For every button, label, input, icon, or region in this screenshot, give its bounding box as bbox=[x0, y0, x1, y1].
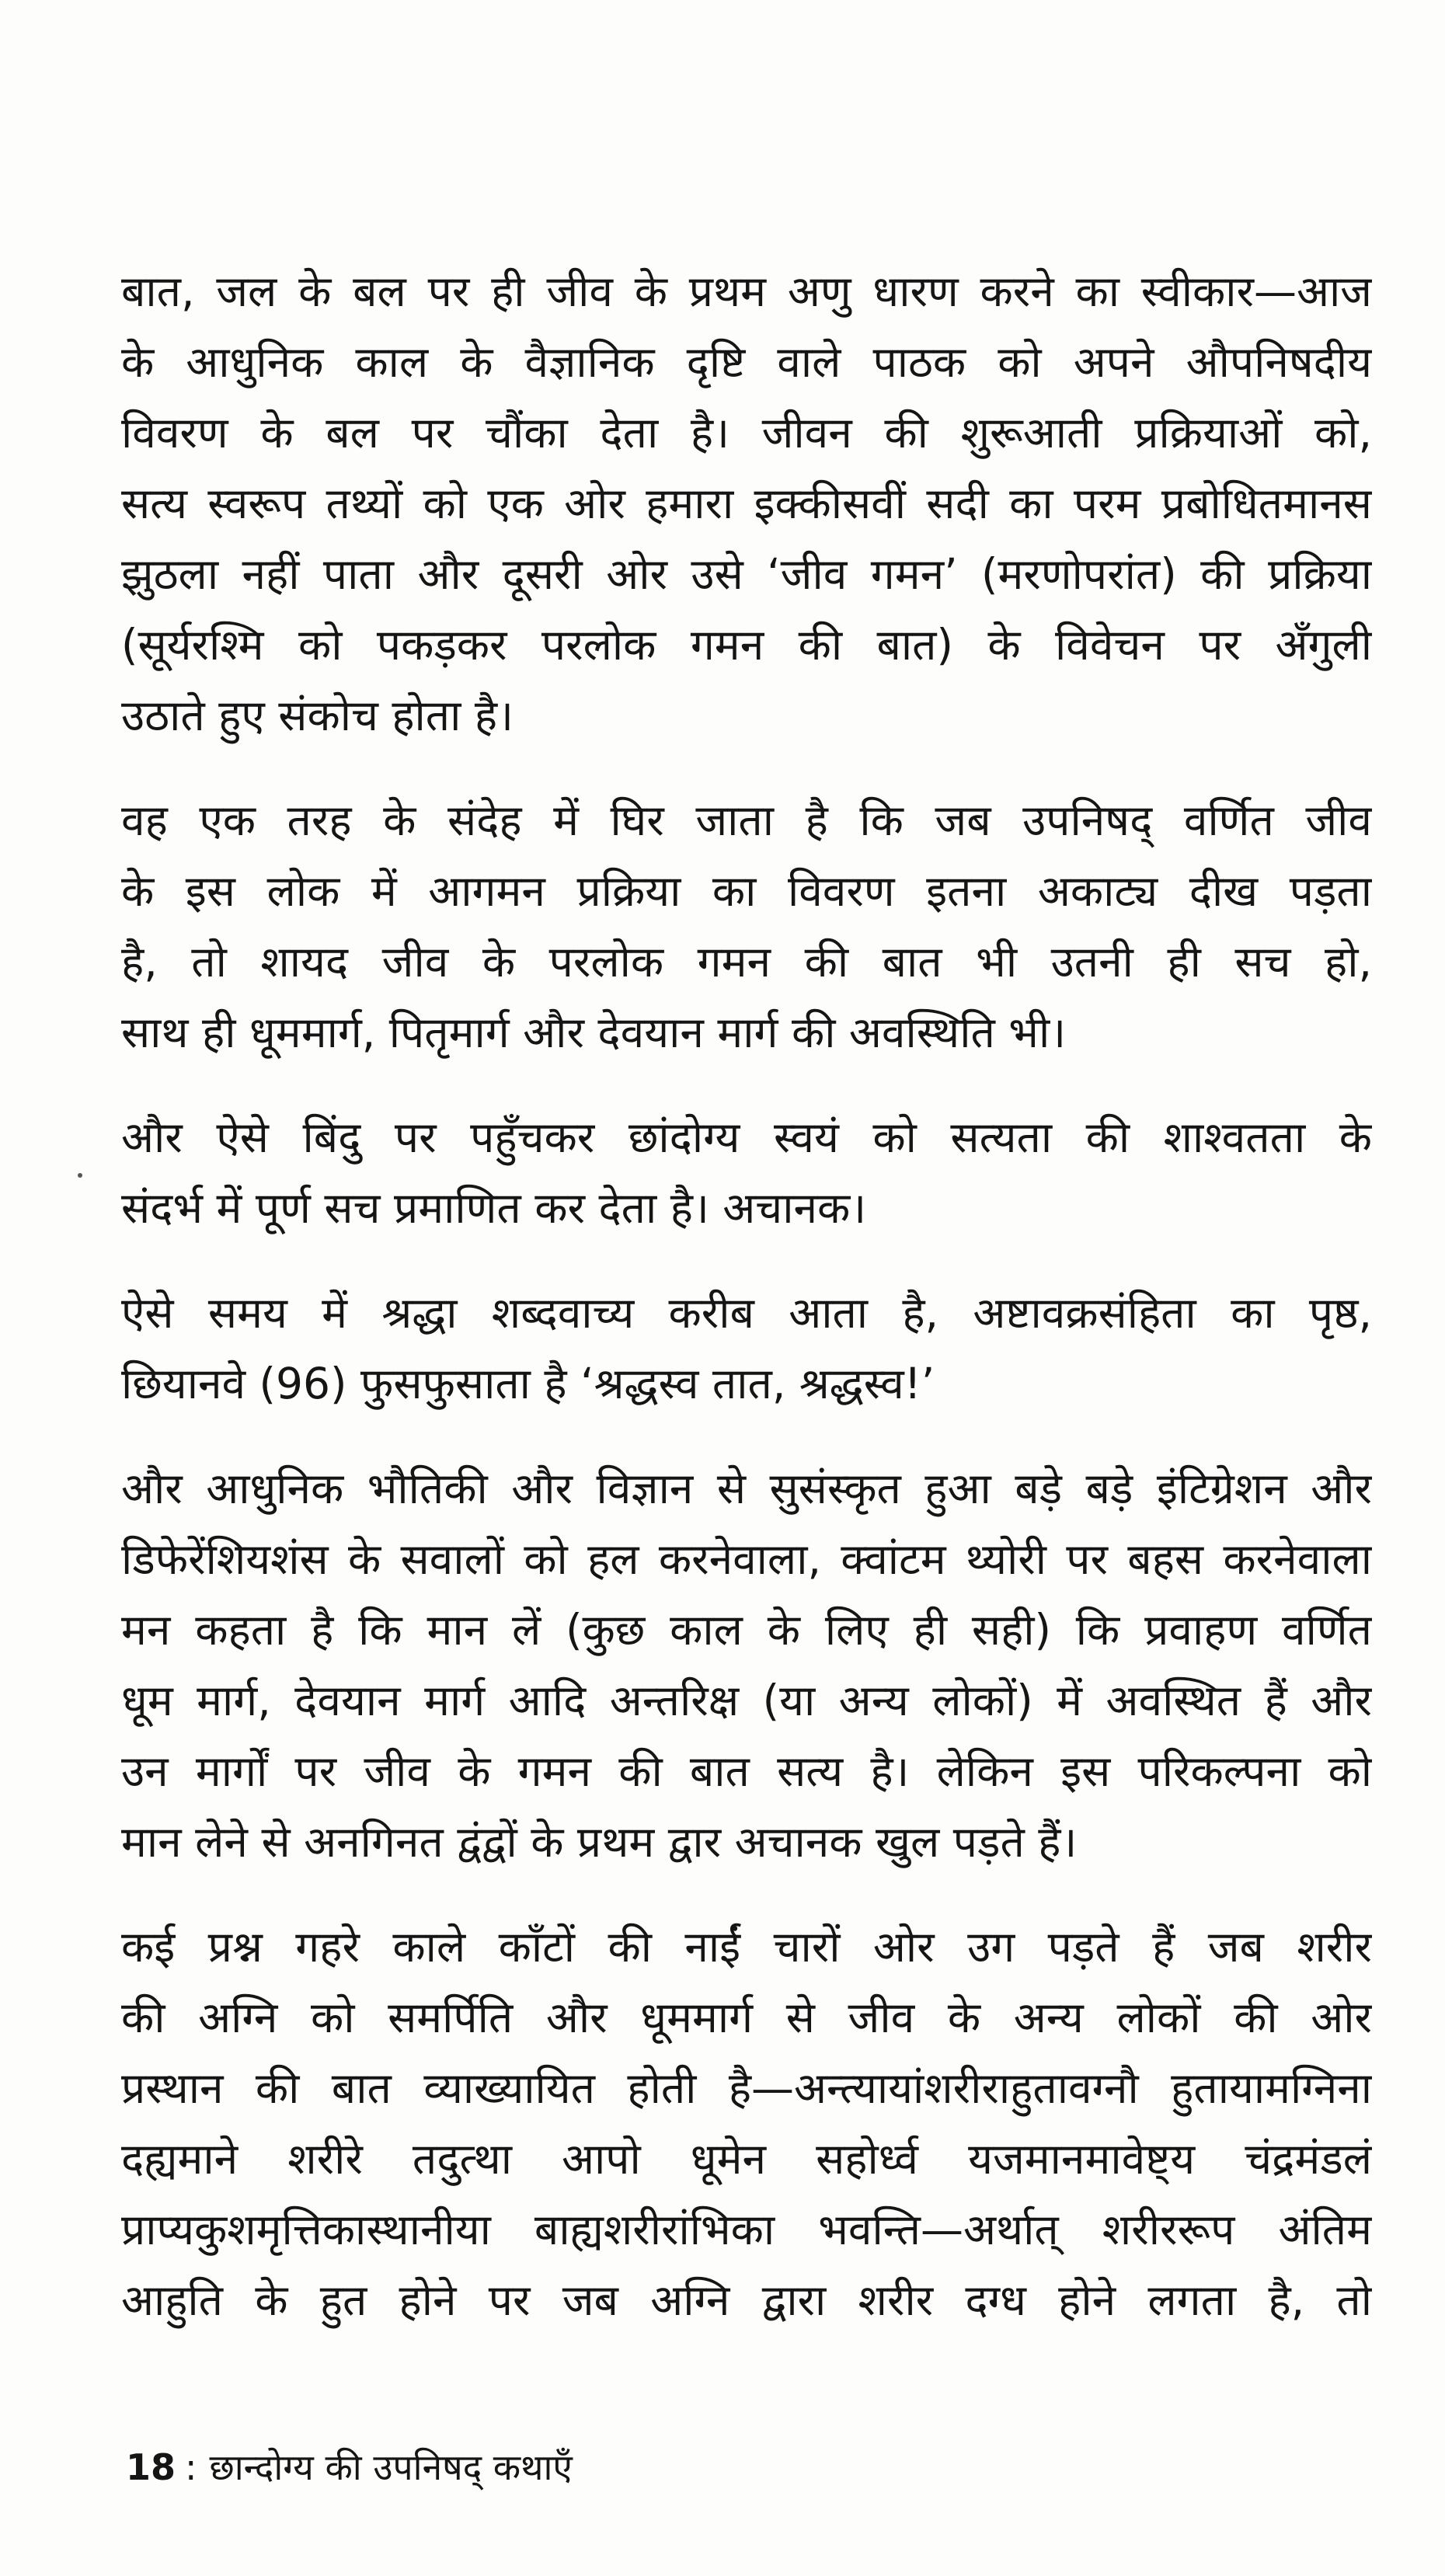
text-line: मन कहता है कि मान लें (कुछ काल के लिए ही सही) कि प्रवाहण वर्णित bbox=[121, 1605, 1372, 1655]
text-line: आहुति के हुत होने पर जब अग्नि द्वारा शरीर दग्ध होने लगता है, तो bbox=[121, 2275, 1372, 2325]
text-line: की अग्नि को समर्पिति और धूममार्ग से जीव के अन्य लोकों की ओर bbox=[121, 1993, 1372, 2042]
text-line: प्रस्थान की बात व्याख्यायित होती है—अन्त्यायांशरीराहुतावग्नौ हुतायामग्निना bbox=[121, 2063, 1372, 2113]
paragraph-5 bbox=[121, 1453, 1372, 1878]
text-line: डिफेरेंशियशंस के सवालों को हल करनेवाला, क्वांटम थ्योरी पर बहस करनेवाला bbox=[121, 1534, 1372, 1584]
text-line: मान लेने से अनगिनत द्वंद्वों के प्रथम द्वार अचानक खुल पड़ते हैं। bbox=[121, 1817, 1078, 1867]
text-line: ऐसे समय में श्रद्धा शब्दवाच्य करीब आता है, अष्टावक्रसंहिता का पृष्ठ, bbox=[121, 1288, 1372, 1338]
text-line: के आधुनिक काल के वैज्ञानिक दृष्टि वाले पाठक को अपने औपनिषदीय bbox=[121, 337, 1372, 387]
text-line: सत्य स्वरूप तथ्यों को एक ओर हमारा इक्कीसवीं सदी का परम प्रबोधितमानस bbox=[121, 479, 1372, 528]
page-footer bbox=[126, 2444, 573, 2491]
text-line: धूम मार्ग, देवयान मार्ग आदि अन्तरिक्ष (या अन्य लोकों) में अवस्थित हैं और bbox=[121, 1676, 1372, 1725]
text-line: के इस लोक में आगमन प्रक्रिया का विवरण इतना अकाट्य दीख पड़ता bbox=[121, 866, 1372, 916]
text-line: झुठला नहीं पाता और दूसरी ओर उसे ‘जीव गमन’ (मरणोपरांत) की प्रक्रिया bbox=[121, 549, 1372, 599]
text-line: कई प्रश्न गहरे काले काँटों की नाईं चारों ओर उग पड़ते हैं जब शरीर bbox=[121, 1922, 1372, 1972]
page-number: 18 bbox=[126, 2446, 176, 2488]
stray-ink-mark bbox=[78, 1173, 82, 1178]
paragraph-4 bbox=[121, 1278, 1372, 1419]
paragraph-1 bbox=[121, 256, 1372, 751]
text-line: दह्यमाने शरीरे तदुत्था आपो धूमेन सहोर्ध्व यजमानमावेष्ट्य चंद्रमंडलं bbox=[121, 2134, 1372, 2184]
footer-separator: : bbox=[185, 2446, 197, 2488]
page-body-text bbox=[121, 256, 1372, 2370]
text-line: और ऐसे बिंदु पर पहुँचकर छांदोग्य स्वयं को सत्यता की शाश्वतता के bbox=[121, 1112, 1372, 1162]
text-line: बात, जल के बल पर ही जीव के प्रथम अणु धारण करने का स्वीकार—आज bbox=[121, 266, 1372, 316]
book-title: छान्दोग्य की उपनिषद् कथाएँ bbox=[209, 2446, 573, 2488]
text-line: प्राप्यकुशमृत्तिकास्थानीया बाह्यशरीरांभिका भवन्ति—अर्थात् शरीररूप अंतिम bbox=[121, 2205, 1372, 2254]
text-line: छियानवे (96) फुसफुसाता है ‘श्रद्धस्व तात, श्रद्धस्व!’ bbox=[121, 1359, 935, 1408]
paragraph-6 bbox=[121, 1912, 1372, 2336]
text-line: संदर्भ में पूर्ण सच प्रमाणित कर देता है। अचानक। bbox=[121, 1183, 867, 1233]
text-line: उठाते हुए संकोच होता है। bbox=[121, 691, 514, 740]
text-line: (सूर्यरश्मि को पकड़कर परलोक गमन की बात) के विवेचन पर अँगुली bbox=[121, 620, 1372, 670]
text-line: है, तो शायद जीव के परलोक गमन की बात भी उतनी ही सच हो, bbox=[121, 937, 1372, 987]
text-line: और आधुनिक भौतिकी और विज्ञान से सुसंस्कृत हुआ बड़े बड़े इंटिग्रेशन और bbox=[121, 1464, 1372, 1513]
paragraph-3 bbox=[121, 1102, 1372, 1244]
paragraph-2 bbox=[121, 785, 1372, 1068]
text-line: उन मार्गों पर जीव के गमन की बात सत्य है। लेकिन इस परिकल्पना को bbox=[121, 1746, 1372, 1796]
text-line: साथ ही धूममार्ग, पितृमार्ग और देवयान मार्ग की अवस्थिति भी। bbox=[121, 1008, 1067, 1057]
text-line: वह एक तरह के संदेह में घिर जाता है कि जब उपनिषद् वर्णित जीव bbox=[121, 795, 1372, 845]
text-line: विवरण के बल पर चौंका देता है। जीवन की शुरूआती प्रक्रियाओं को, bbox=[121, 408, 1372, 458]
